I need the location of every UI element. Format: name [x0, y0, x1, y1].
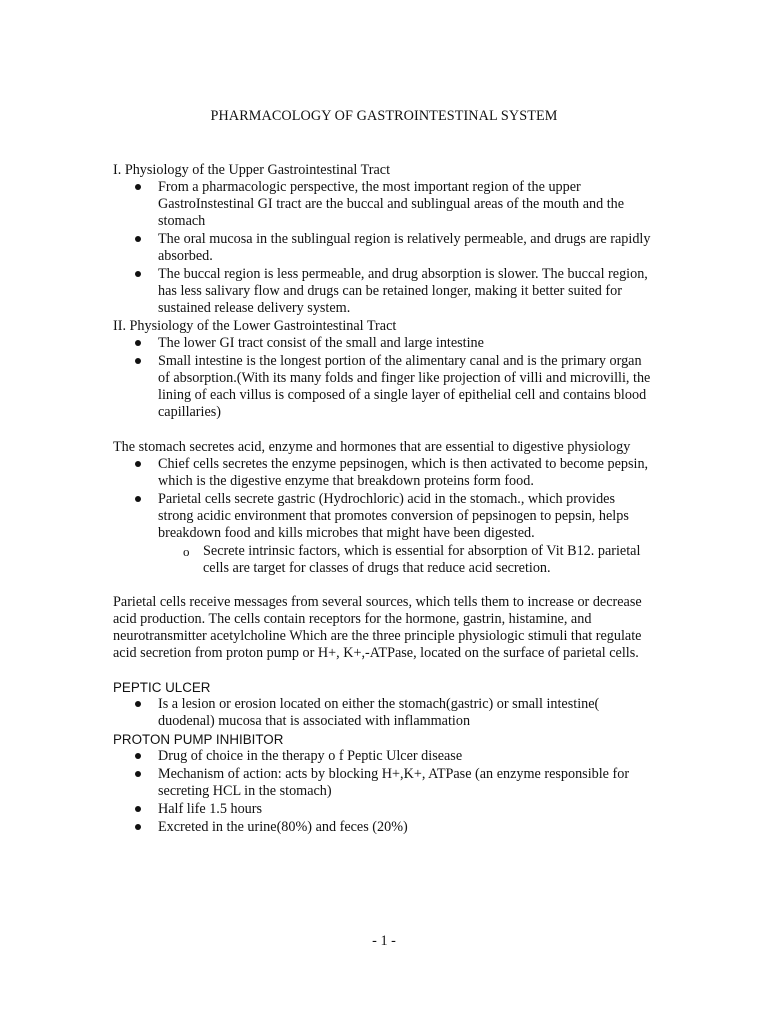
list-item: o Secrete intrinsic factors, which is essential for absorption of Vit B12. parietal cells are target for classes of drugs that reduce acid secretion. — [183, 543, 641, 576]
bullet-icon — [135, 461, 141, 467]
list-item: The buccal region is less permeable, and drug absorption is slower. The buccal region, has less salivary flow and drugs can be retained longer, making it better suited for sustained release delivery system. — [113, 266, 653, 317]
ppi-bullet-list — [113, 748, 653, 836]
list-item: From a pharmacologic perspective, the most important region of the upper GastroInstestinal GI tract are the buccal and sublingual areas of the mouth and the stomach — [113, 179, 653, 230]
document-title: PHARMACOLOGY OF GASTROINTESTINAL SYSTEM — [210, 108, 558, 124]
bullet-icon — [135, 753, 141, 759]
bullet-icon — [135, 701, 141, 707]
stomach-sub-bullet-list — [113, 543, 653, 577]
bullet-icon — [135, 824, 141, 830]
list-item: The lower GI tract consist of the small and large intestine — [113, 335, 653, 352]
list-item: Mechanism of action: acts by blocking H+,K+, ATPase (an enzyme responsible for secreting HCL in the stomach) — [113, 766, 653, 800]
bullet-icon — [135, 184, 141, 190]
bullet-icon — [135, 358, 141, 364]
section-heading-lower-gi: II. Physiology of the Lower Gastrointestinal Tract — [113, 318, 397, 334]
bullet-icon — [135, 271, 141, 277]
list-item: Drug of choice in the therapy o f Peptic Ulcer disease — [113, 748, 653, 765]
document-body — [113, 162, 653, 837]
spacer — [113, 422, 653, 439]
section-heading-proton-pump-inhibitor: PROTON PUMP INHIBITOR — [113, 732, 284, 747]
lower-gi-bullet-list — [113, 335, 653, 421]
stomach-intro-paragraph: The stomach secretes acid, enzyme and hormones that are essential to digestive physiology — [113, 439, 631, 455]
bullet-icon — [135, 806, 141, 812]
spacer — [113, 577, 653, 594]
section-heading-upper-gi: I. Physiology of the Upper Gastrointestinal Tract — [113, 162, 391, 178]
bullet-icon — [135, 496, 141, 502]
page-number: - 1 - — [372, 933, 396, 949]
list-item: Excreted in the urine(80%) and feces (20%) — [113, 819, 653, 836]
bullet-icon — [135, 236, 141, 242]
bullet-icon — [135, 340, 141, 346]
list-item: Chief cells secretes the enzyme pepsinogen, which is then activated to become pepsin, which is the digestive enzyme that breakdown proteins form food. — [113, 456, 653, 490]
bullet-icon — [135, 771, 141, 777]
list-item: Half life 1.5 hours — [113, 801, 653, 818]
peptic-ulcer-bullet-list — [113, 696, 653, 730]
parietal-cells-paragraph: Parietal cells receive messages from several sources, which tells them to increase or decrease acid production. The cells contain receptors for the hormone, gastrin, histamine, and neurotransmitter acetylcholine Which are the three principle physiologic stimuli that regulate acid secretion from proton pump or H+, K+,-ATPase, located on the surface of parietal cells. — [113, 594, 642, 661]
list-item: Small intestine is the longest portion of the alimentary canal and is the primary organ of absorption.(With its many folds and finger like projection of villi and microvilli, the lining of each villus is composed of a single layer of epithelial cell and contains blood capillaries) — [113, 353, 653, 421]
list-item: The oral mucosa in the sublingual region is relatively permeable, and drugs are rapidly absorbed. — [113, 231, 653, 265]
upper-gi-bullet-list — [113, 179, 653, 317]
stomach-bullet-list — [113, 456, 653, 542]
section-heading-peptic-ulcer: PEPTIC ULCER — [113, 680, 211, 695]
circle-bullet-icon: o — [183, 544, 190, 559]
spacer — [113, 662, 653, 679]
list-item: Parietal cells secrete gastric (Hydrochloric) acid in the stomach., which provides strong acidic environment that promotes conversion of pepsinogen to pepsin, helps breakdown food and kills microbes that might have been digested. — [113, 491, 653, 542]
list-item: Is a lesion or erosion located on either the stomach(gastric) or small intestine( duodenal) mucosa that is associated with inflammation — [113, 696, 653, 730]
